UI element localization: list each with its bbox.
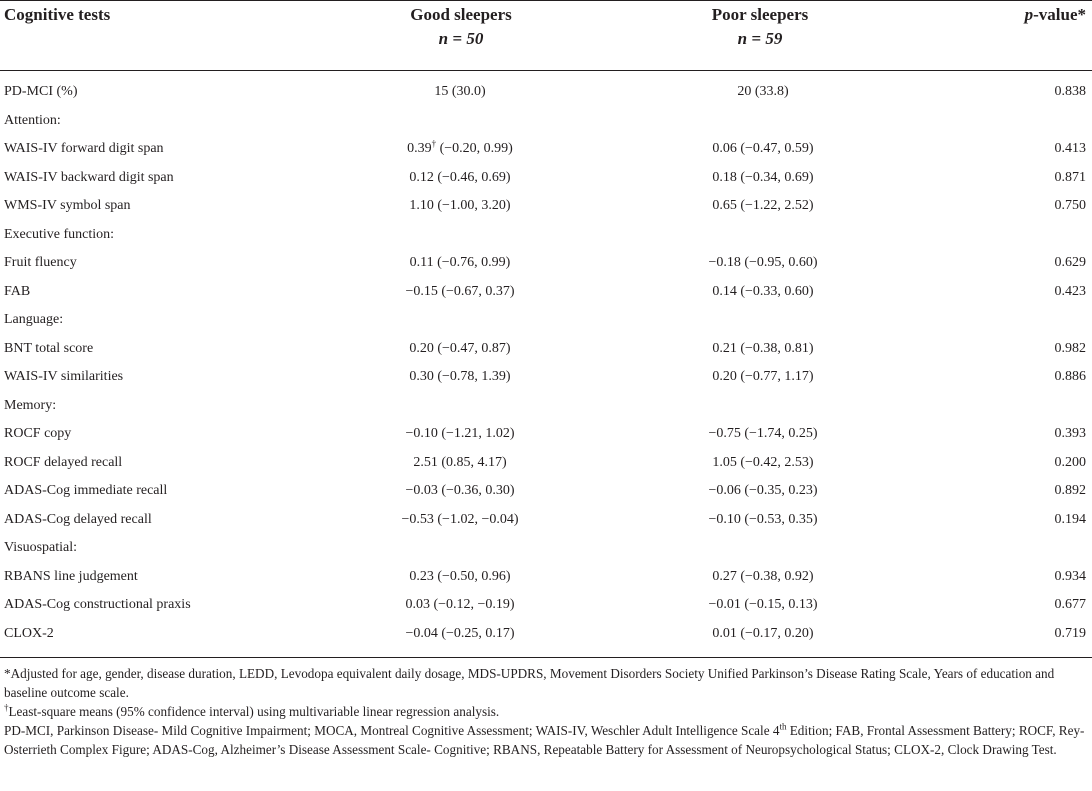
table-row <box>0 78 1092 106</box>
poor-sleepers-value: 0.14 (−0.33, 0.60) <box>712 283 814 299</box>
p-value: 0.750 <box>1054 198 1086 213</box>
poor-sleepers-value: −0.06 (−0.35, 0.23) <box>708 483 818 498</box>
p-value: 0.719 <box>1054 625 1086 641</box>
p-value: 0.886 <box>1054 369 1086 384</box>
row-label: FAB <box>4 283 31 299</box>
header-poor-label: Poor sleepers <box>711 5 809 24</box>
table-row <box>0 620 1092 648</box>
table-row-section <box>0 306 1092 334</box>
abbrev-text-1: PD-MCI, Parkinson Disease- Mild Cognitive Impairment; MOCA, Montreal Cognitive Assessment; WAIS-IV, Weschler Adult Intelligence Scale 4 <box>4 723 780 738</box>
table-row-section <box>0 534 1092 562</box>
good-sleepers-value: 1.10 (−1.00, 3.20) <box>409 198 511 213</box>
header-p-rest: -value* <box>1033 5 1086 24</box>
good-sleepers-value: −0.53 (−1.02, −0.04) <box>401 511 519 527</box>
table-row-section <box>0 107 1092 135</box>
row-label: WMS-IV symbol span <box>4 198 131 213</box>
header-good-sleepers <box>351 3 571 51</box>
row-label: Fruit fluency <box>4 255 77 270</box>
section-label: Language: <box>4 312 64 327</box>
poor-sleepers-value: −0.01 (−0.15, 0.13) <box>708 597 818 612</box>
poor-sleepers-value: 20 (33.8) <box>737 84 789 99</box>
section-label: Executive function: <box>4 226 115 242</box>
poor-sleepers-value: 0.06 (−0.47, 0.59) <box>712 141 814 156</box>
row-label: CLOX-2 <box>4 625 54 641</box>
row-label: ADAS-Cog constructional praxis <box>4 597 191 612</box>
abbrev-text-2: Edition; FAB, Frontal Assessment Battery; ROCF, Rey-Osterrieth Complex Figure; ADAS-Cog, Alzheimer’s Disease Assessment Scale- Cognitive; RBANS, Repeatable Battery for Assessment of Neuropsychological Status; CLOX-2, Clock Drawing Test. <box>4 723 1085 757</box>
table-footnotes <box>4 664 1086 759</box>
good-sleepers-value: 0.20 (−0.47, 0.87) <box>409 340 511 356</box>
table-row-section <box>0 392 1092 420</box>
table-row <box>0 278 1092 306</box>
poor-sleepers-value: 0.18 (−0.34, 0.69) <box>712 169 814 185</box>
row-label: WAIS-IV backward digit span <box>4 169 174 185</box>
table-top-rule <box>0 0 1092 1</box>
table-row <box>0 506 1092 534</box>
row-label: PD-MCI (%) <box>4 84 78 99</box>
good-value-ci: (−0.20, 0.99) <box>436 141 513 156</box>
table-row <box>0 591 1092 619</box>
p-value: 0.982 <box>1054 340 1086 356</box>
poor-sleepers-value: 0.65 (−1.22, 2.52) <box>712 198 814 213</box>
section-label: Attention: <box>4 112 61 128</box>
poor-sleepers-value: 0.20 (−0.77, 1.17) <box>712 369 814 384</box>
good-sleepers-value: −0.04 (−0.25, 0.17) <box>405 625 515 641</box>
row-label: WAIS-IV forward digit span <box>4 141 164 156</box>
p-value: 0.871 <box>1054 169 1086 185</box>
p-value: 0.200 <box>1054 454 1086 470</box>
row-label: ADAS-Cog immediate recall <box>4 483 168 498</box>
good-sleepers-value <box>330 135 590 163</box>
good-sleepers-value: 0.11 (−0.76, 0.99) <box>409 255 511 270</box>
good-value-number: 0.39 <box>407 141 432 156</box>
good-sleepers-value: 0.12 (−0.46, 0.69) <box>409 169 511 185</box>
header-good-n: n = 50 <box>438 29 484 48</box>
row-label: BNT total score <box>4 340 94 356</box>
poor-sleepers-value: 0.27 (−0.38, 0.92) <box>712 568 814 584</box>
table-row <box>0 363 1092 391</box>
table-header-rule <box>0 70 1092 71</box>
good-sleepers-value: −0.15 (−0.67, 0.37) <box>405 283 515 299</box>
p-value: 0.838 <box>1054 84 1086 99</box>
table-row <box>0 477 1092 505</box>
good-sleepers-value: 0.03 (−0.12, −0.19) <box>405 597 515 612</box>
table-row <box>0 249 1092 277</box>
p-value: 0.393 <box>1054 426 1086 441</box>
table-row <box>0 563 1092 591</box>
good-sleepers-value: −0.10 (−1.21, 1.02) <box>405 426 515 441</box>
header-poor-sleepers <box>650 3 870 51</box>
p-value: 0.892 <box>1054 483 1086 498</box>
poor-sleepers-value: 1.05 (−0.42, 2.53) <box>712 454 814 470</box>
header-p-value <box>1025 3 1086 27</box>
header-poor-n: n = 59 <box>737 29 783 48</box>
header-good-label: Good sleepers <box>410 5 512 24</box>
table-row <box>0 420 1092 448</box>
table-row <box>0 192 1092 220</box>
table-bottom-rule <box>0 657 1092 658</box>
poor-sleepers-value: 0.21 (−0.38, 0.81) <box>712 340 814 356</box>
header-cognitive-tests: Cognitive tests <box>4 5 111 24</box>
table-row <box>0 449 1092 477</box>
footnote-abbreviations <box>4 721 1086 759</box>
poor-sleepers-value: 0.01 (−0.17, 0.20) <box>712 625 814 641</box>
row-label: RBANS line judgement <box>4 568 138 584</box>
good-sleepers-value: 2.51 (0.85, 4.17) <box>413 454 507 470</box>
poor-sleepers-value: −0.75 (−1.74, 0.25) <box>708 426 818 441</box>
header-p-italic: p <box>1024 5 1034 24</box>
row-label: ROCF copy <box>4 426 72 441</box>
table-row-section <box>0 221 1092 249</box>
row-label: ADAS-Cog delayed recall <box>4 511 152 527</box>
footnote-least-square <box>4 702 1086 721</box>
good-sleepers-value: −0.03 (−0.36, 0.30) <box>405 483 515 498</box>
footnote-least-square-text: Least-square means (95% confidence interval) using multivariable linear regression analysis. <box>8 704 500 719</box>
p-value: 0.194 <box>1054 511 1086 527</box>
table-row <box>0 335 1092 363</box>
poor-sleepers-value: −0.10 (−0.53, 0.35) <box>708 511 818 527</box>
row-label: ROCF delayed recall <box>4 454 123 470</box>
table-row <box>0 135 1092 163</box>
dagger-mark: † <box>431 138 437 149</box>
table-row <box>0 164 1092 192</box>
abbrev-superscript: th <box>779 721 787 732</box>
section-label: Memory: <box>4 397 57 413</box>
p-value: 0.629 <box>1054 255 1086 270</box>
section-label: Visuospatial: <box>4 540 78 555</box>
row-label: WAIS-IV similarities <box>4 369 124 384</box>
good-sleepers-value: 15 (30.0) <box>434 84 486 99</box>
p-value: 0.423 <box>1054 283 1086 299</box>
p-value: 0.934 <box>1054 568 1086 584</box>
footnote-dagger-mark: † <box>4 702 9 713</box>
good-sleepers-value: 0.30 (−0.78, 1.39) <box>409 369 511 384</box>
poor-sleepers-value: −0.18 (−0.95, 0.60) <box>708 255 818 270</box>
p-value: 0.677 <box>1054 597 1086 612</box>
p-value: 0.413 <box>1054 141 1086 156</box>
footnote-adjusted: *Adjusted for age, gender, disease duration, LEDD, Levodopa equivalent daily dosage, MDS-UPDRS, Movement Disorders Society Unified Parkinson’s Disease Rating Scale, Years of education and baseline outcome scale. <box>4 666 1055 700</box>
good-sleepers-value: 0.23 (−0.50, 0.96) <box>409 568 511 584</box>
